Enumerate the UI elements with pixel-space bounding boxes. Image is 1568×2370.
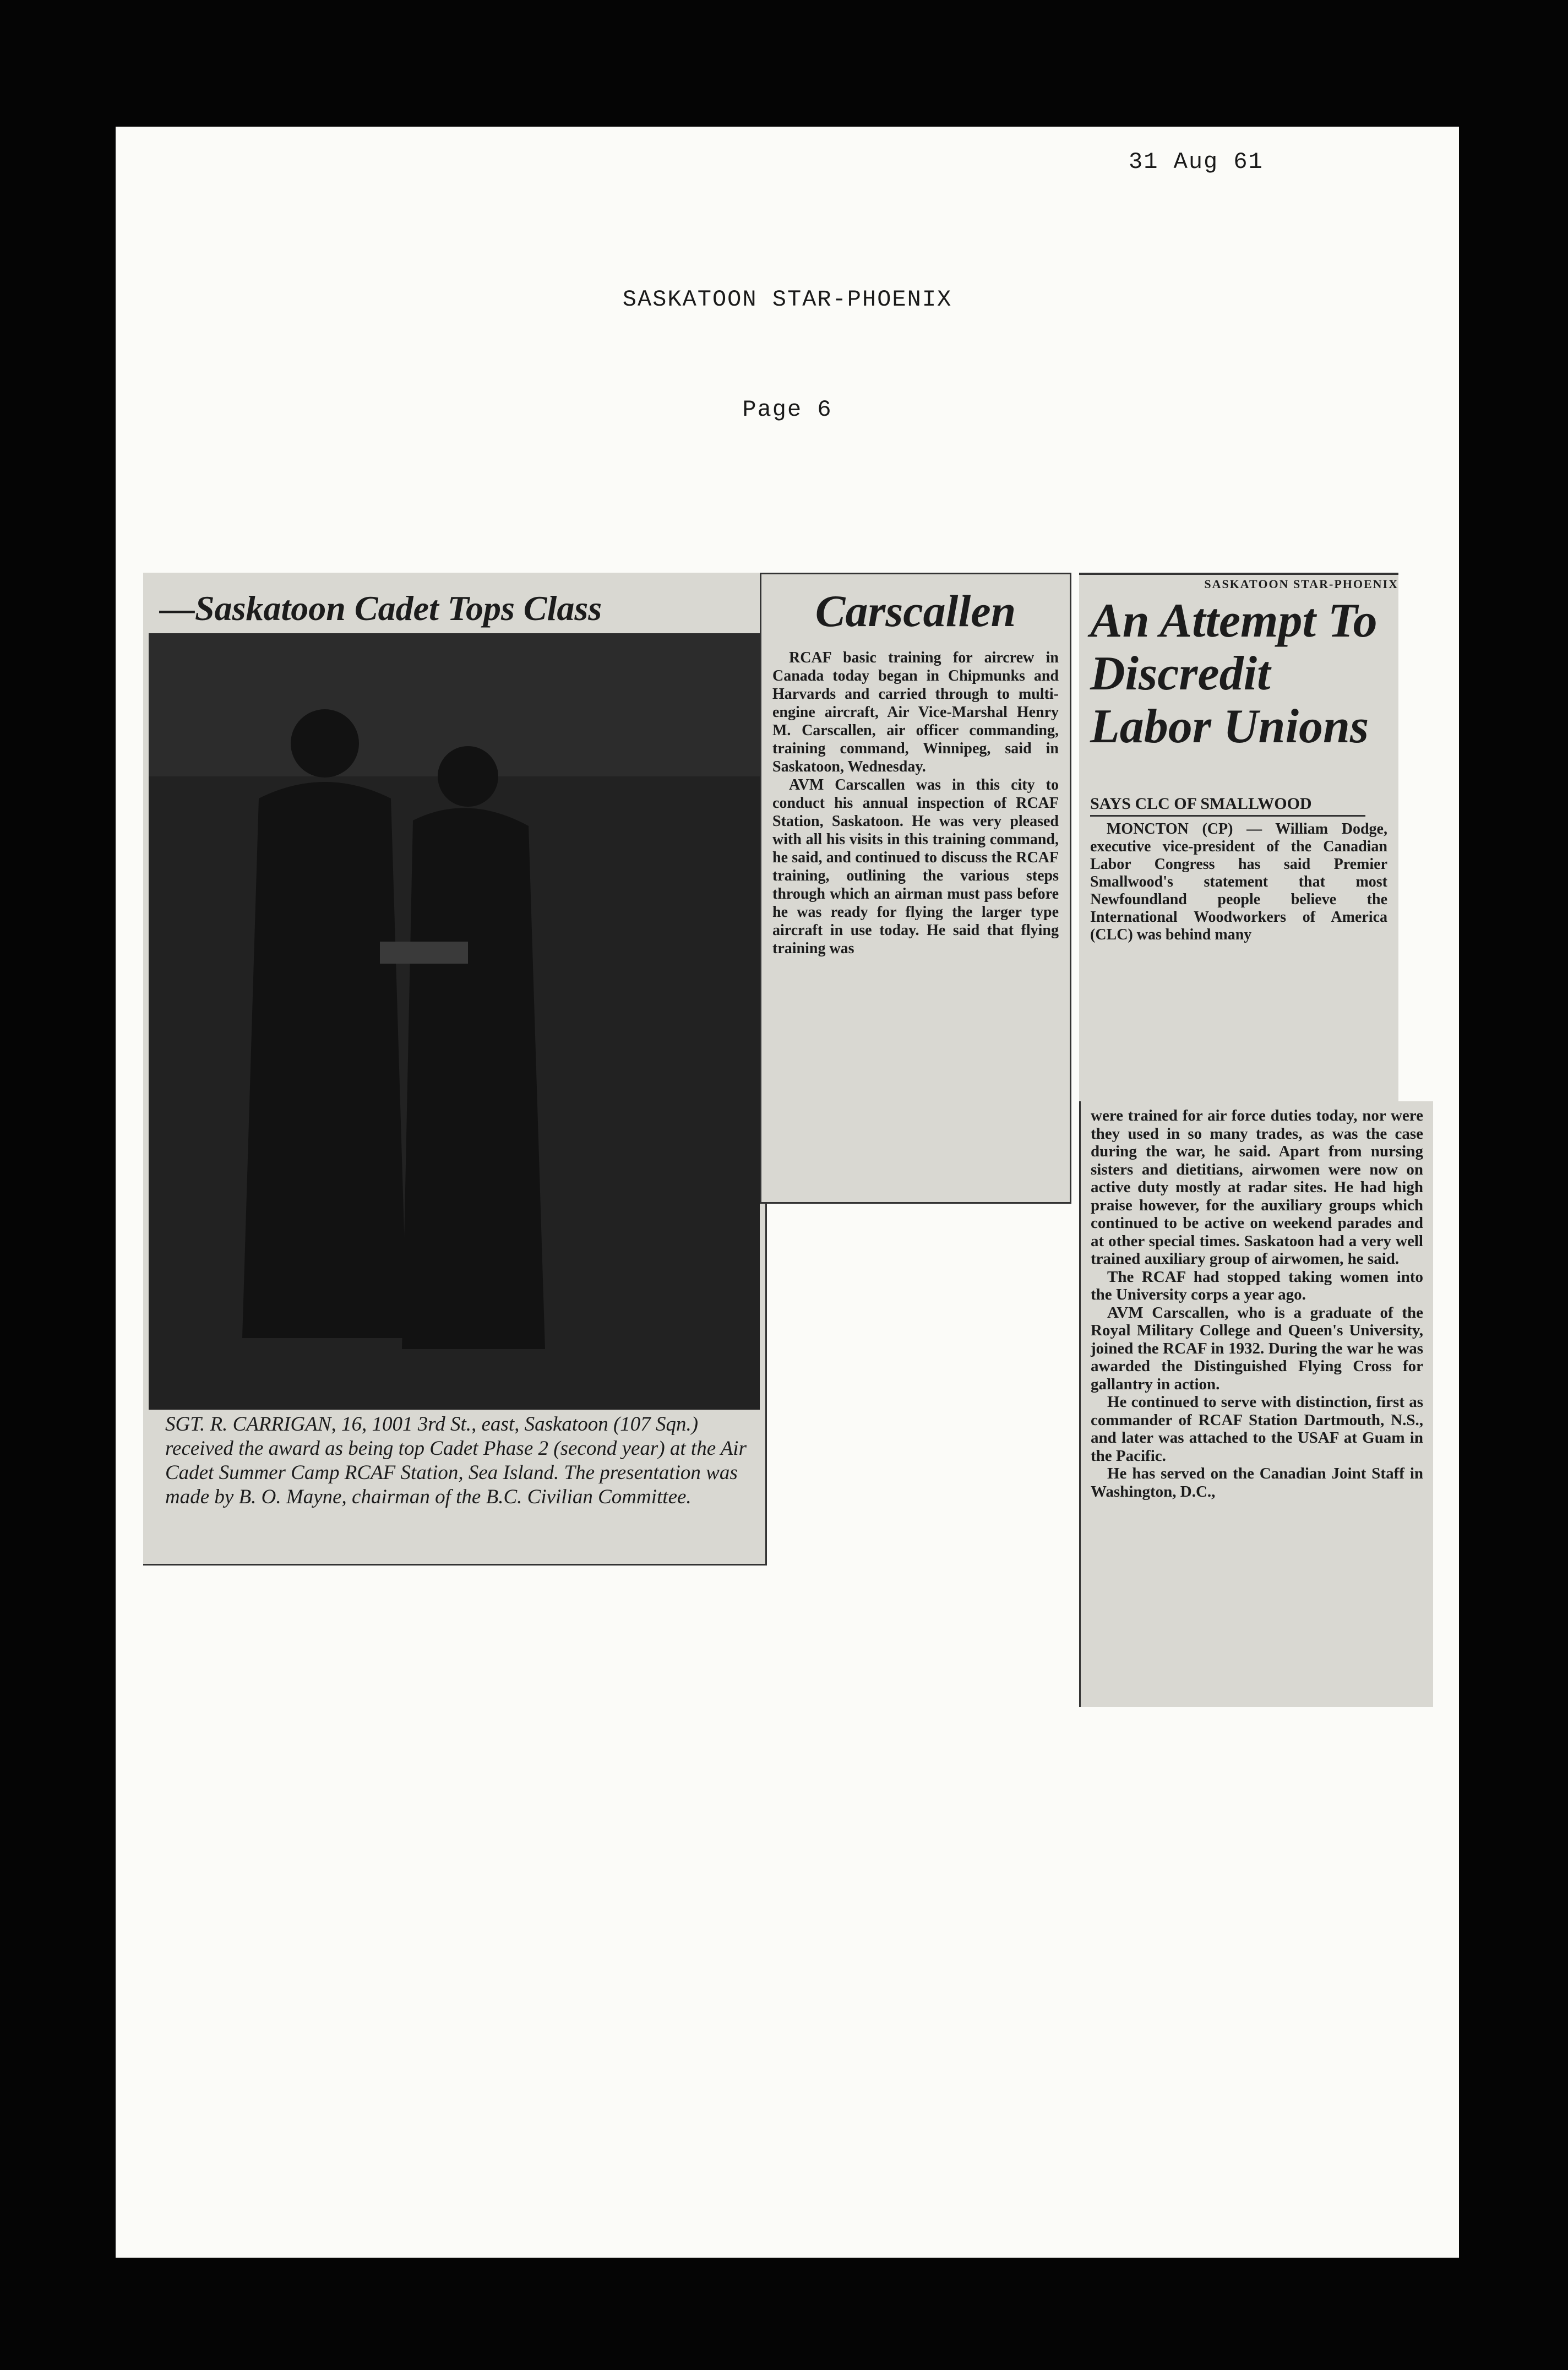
- photo-headline: —Saskatoon Cadet Tops Class: [160, 589, 602, 628]
- article-paragraph: AVM Carscallen, who is a graduate of the Royal Military College and Queen's University, joined the RCAF in 1932. During the war he was awarded the Distinguished Flying Cross for gallantry in action.: [1091, 1303, 1423, 1393]
- carscallen-article-body: [772, 649, 1059, 1197]
- article-paragraph: The RCAF had stopped taking women into the University corps a year ago.: [1091, 1268, 1423, 1303]
- article-paragraph: MONCTON (CP) — William Dodge, executive vice-president of the Canadian Labor Congress has said Premier Smallwood's statement that most Newfoundland people believe the International Woodworkers of America (CLC) was behind many: [1090, 820, 1387, 943]
- photo-silhouettes: [149, 633, 760, 1410]
- photo-caption: [165, 1412, 754, 1561]
- article-paragraph: He continued to serve with distinction, first as commander of RCAF Station Dartmouth, N.S., and later was attached to the USAF at Guam in the Pacific.: [1091, 1393, 1423, 1465]
- caption-text: SGT. R. CARRIGAN, 16, 1001 3rd St., east, Saskatoon (107 Sqn.) received the award as being top Cadet Phase 2 (second year) at the Air Cadet Summer Camp RCAF Station, Sea Island. The presentation was made by B. O. Mayne, chairman of the B.C. Civilian Committee.: [165, 1413, 747, 1508]
- labor-headline: An Attempt To Discredit Labor Unions: [1090, 594, 1378, 753]
- photo-clipping: [143, 573, 767, 1565]
- carscallen-clipping: [760, 573, 1071, 1204]
- labor-masthead: SASKATOON STAR-PHOENIX: [1079, 573, 1398, 594]
- article-paragraph: AVM Carscallen was in this city to conduct his annual inspection of RCAF Station, Saskatoon. He was very pleased with all his visits in this training command, he said, and continued to discuss the RCAF training, outlining the various steps through which an airman must pass before he was ready for flying the larger type aircraft in use today. He said that flying training was: [772, 776, 1059, 957]
- labor-unions-clipping: [1079, 573, 1398, 1178]
- continuation-clipping: [1079, 1101, 1433, 1707]
- cadet-award-photo: [149, 633, 760, 1410]
- article-paragraph: He has served on the Canadian Joint Staff in Washington, D.C.,: [1091, 1465, 1423, 1501]
- article-paragraph: RCAF basic training for aircrew in Canada today began in Chipmunks and Harvards and carried through to multi-engine aircraft, Air Vice-Marshal Henry M. Carscallen, air officer commanding, training command, Winnipeg, said in Saskatoon, Wednesday.: [772, 649, 1059, 775]
- date-stamp: 31 Aug 61: [1129, 149, 1264, 175]
- carscallen-headline: Carscallen: [815, 586, 1016, 636]
- newspaper-name: SASKATOON STAR-PHOENIX: [622, 286, 952, 313]
- continuation-article-body: [1091, 1107, 1423, 1702]
- labor-subhead: SAYS CLC OF SMALLWOOD: [1090, 793, 1365, 817]
- article-paragraph: were trained for air force duties today, nor were they used in so many trades, as was the case during the war, he said. Apart from nursing sisters and dietitians, airwomen were now on active duty mostly at radar sites. He had high praise however, for the auxiliary groups which continued to be active on weekend parades and at other special times. Saskatoon had a very well trained auxiliary group of airwomen, he said.: [1091, 1107, 1423, 1268]
- page-label: Page 6: [742, 396, 832, 423]
